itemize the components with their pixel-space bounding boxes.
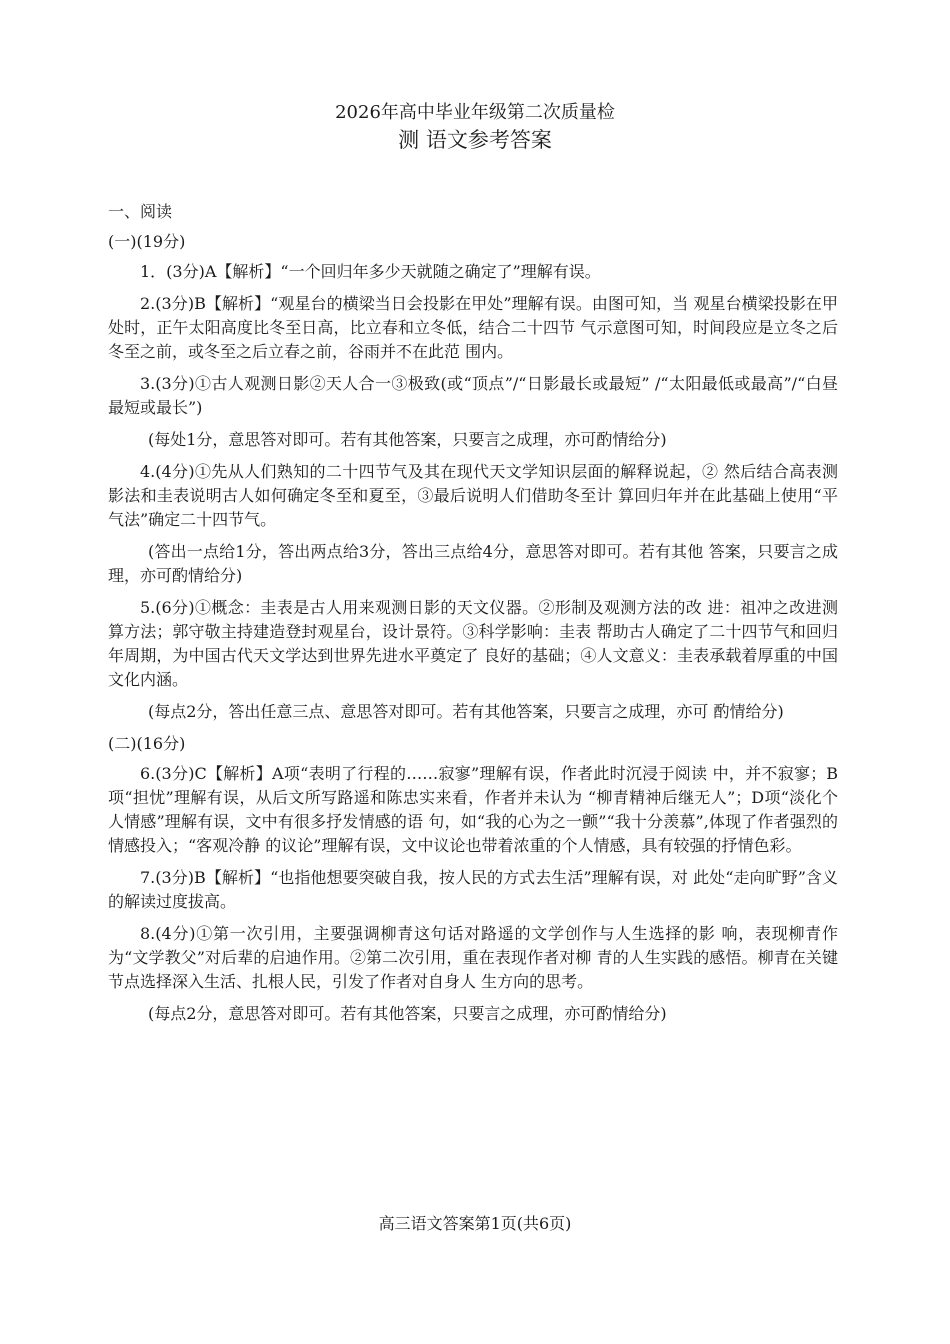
part-heading-2: (二)(16分): [108, 734, 186, 753]
page-footer: 高三语文答案第1页(共6页): [378, 1214, 572, 1233]
answer-body: [108, 200, 838, 1034]
answer-q5: 5.(6分)①概念：圭表是古人用来观测日影的天文仪器。②形制及观测方法的改 进：祖冲之改进测算方法；郭守敬主持建造登封观星台，设计景符。③科学影响：圭表 帮助古人确定了二十四节气和回归年周期，为中国古代天文学达到世界先进水平奠定了 良好的基础；④人文意义：圭表承载着厚重的中国文化内涵。: [108, 598, 838, 689]
document-title-line1: 2026年高中毕业年级第二次质量检: [335, 102, 615, 123]
answer-q2: 2.(3分)B【解析】“观星台的横梁当日会投影在甲处”理解有误。由图可知，当 观星台横梁投影在甲处时，正午太阳高度比冬至日高，比立春和立冬低，结合二十四节 气示意图可知，时间段应是立冬之后冬至之前，或冬至之后立春之前，谷雨并不在此范 围内。: [108, 294, 838, 361]
part-heading-1: (一)(19分): [108, 232, 186, 251]
answer-q3: 3.(3分)①古人观测日影②天人合一③极致(或“顶点”/“日影最长或最短” /“太阳最低或最高”/“白昼最短或最长”): [108, 374, 838, 417]
answer-q8: 8.(4分)①第一次引用，主要强调柳青这句话对路遥的文学创作与人生选择的影 响，表现柳青作为“文学教父”对后辈的启迪作用。②第二次引用，重在表现作者对柳 青的人生实践的感悟。柳青在关键节点选择深入生活、扎根人民，引发了作者对自身人 生方向的思考。: [108, 924, 838, 991]
document-title-line2: 测 语文参考答案: [398, 128, 552, 152]
scoring-note-q5: (每点2分，答出任意三点、意思答对即可。若有其他答案，只要言之成理，亦可 酌情给分): [148, 702, 784, 721]
scoring-note-q8: (每点2分，意思答对即可。若有其他答案，只要言之成理，亦可酌情给分): [148, 1004, 667, 1023]
section-heading-reading: 一、阅读: [108, 202, 173, 221]
answer-q4: 4.(4分)①先从人们熟知的二十四节气及其在现代天文学知识层面的解释说起，② 然后结合高表测影法和圭表说明古人如何确定冬至和夏至，③最后说明人们借助冬至计 算回归年并在此基础上使用“平气法”确定二十四节气。: [108, 462, 838, 529]
answer-q7: 7.(3分)B【解析】“也指他想要突破自我，按人民的方式去生活”理解有误，对 此处“走向旷野”含义的解读过度拔高。: [108, 868, 838, 911]
scoring-note-q3: (每处1分，意思答对即可。若有其他答案，只要言之成理，亦可酌情给分): [148, 430, 667, 449]
answer-q1: 1．(3分)A【解析】“一个回归年多少天就随之确定了”理解有误。: [140, 262, 601, 281]
scoring-note-q4: (答出一点给1分，答出两点给3分，答出三点给4分，意思答对即可。若有其他 答案，只要言之成理，亦可酌情给分): [108, 542, 838, 585]
answer-q6: 6.(3分)C【解析】A项“表明了行程的……寂寥”理解有误，作者此时沉浸于阅读 中，并不寂寥；B项“担忧”理解有误，从后文所写路遥和陈忠实来看，作者并未认为 “柳青精神后继无人”；D项“淡化个人情感”理解有误，文中有很多抒发情感的语 句，如“我的心为之一颤”“我十分羡慕”,体现了作者强烈的情感投入；“客观冷静 的议论”理解有误，文中议论也带着浓重的个人情感，具有较强的抒情色彩。: [108, 764, 838, 855]
